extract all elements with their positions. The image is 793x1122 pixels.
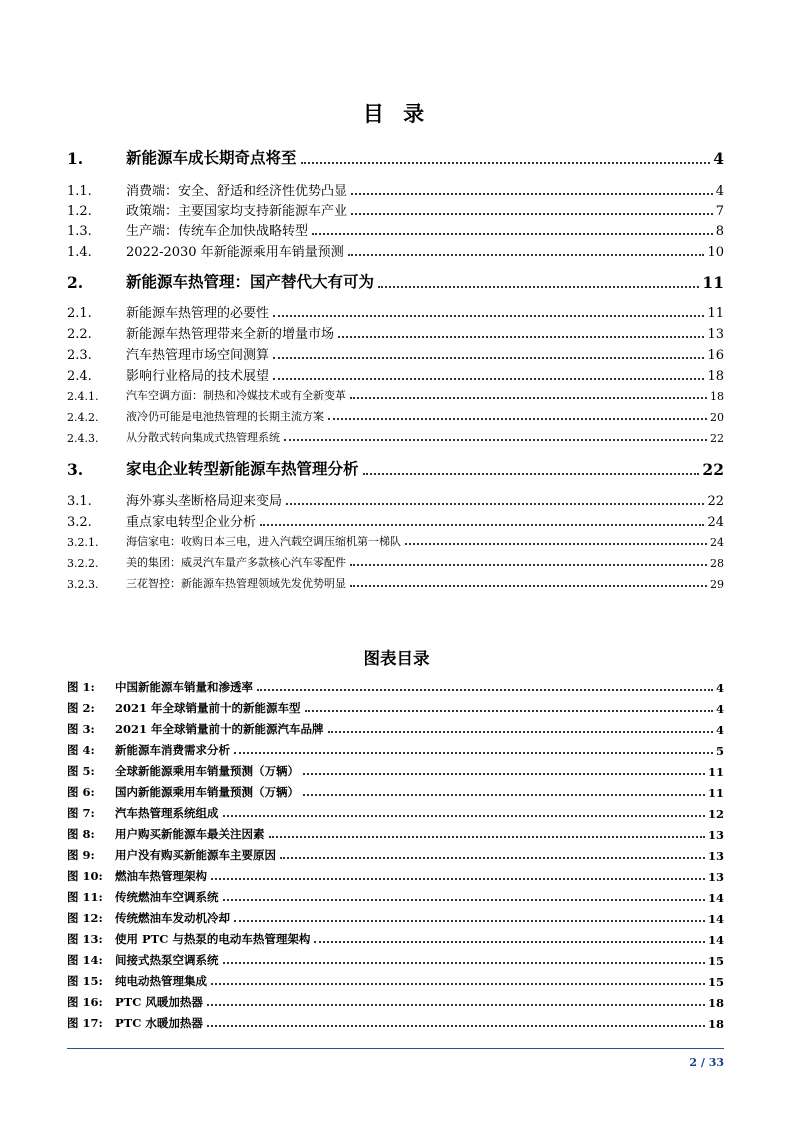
toc-number: 3. bbox=[67, 460, 84, 479]
figure-number: 图 14: bbox=[67, 953, 103, 967]
toc-number: 2.3. bbox=[67, 348, 92, 363]
toc-entry[interactable] bbox=[67, 429, 724, 445]
page-title: 目 录 bbox=[362, 101, 431, 126]
figure-page: 15 bbox=[707, 954, 724, 968]
dot-leader bbox=[348, 253, 705, 256]
dot-leader bbox=[312, 232, 713, 235]
figure-number: 图 2: bbox=[67, 701, 95, 715]
toc-entry[interactable] bbox=[67, 533, 724, 549]
dot-leader bbox=[350, 563, 707, 566]
figure-number: 图 15: bbox=[67, 974, 103, 988]
figure-page: 14 bbox=[707, 891, 724, 905]
figure-entry[interactable] bbox=[67, 952, 724, 968]
toc-label: 新能源车热管理：国产替代大有可为 bbox=[126, 272, 375, 291]
dot-leader bbox=[284, 438, 707, 441]
dot-leader bbox=[211, 877, 705, 880]
toc-label: 消费端：安全、舒适和经济性优势凸显 bbox=[126, 184, 348, 199]
dot-leader bbox=[223, 898, 705, 901]
figure-entry[interactable] bbox=[67, 847, 724, 863]
toc-number: 2. bbox=[67, 273, 84, 292]
dot-leader bbox=[273, 314, 704, 317]
figure-label: 用户没有购买新能源车主要原因 bbox=[115, 848, 276, 862]
figure-page: 14 bbox=[707, 933, 724, 947]
toc-number: 1. bbox=[67, 149, 84, 168]
toc-page: 28 bbox=[710, 557, 724, 570]
figures-title: 图表目录 bbox=[363, 649, 430, 668]
figure-number: 图 9: bbox=[67, 848, 95, 862]
toc-page: 24 bbox=[710, 536, 724, 549]
dot-leader bbox=[286, 502, 704, 505]
figure-entry[interactable] bbox=[67, 868, 724, 884]
figure-entry[interactable] bbox=[67, 973, 724, 989]
figure-label: 传统燃油车空调系统 bbox=[115, 890, 219, 904]
figure-page: 13 bbox=[707, 828, 724, 842]
figure-number: 图 11: bbox=[67, 890, 103, 904]
toc-entry[interactable] bbox=[67, 387, 724, 403]
dot-leader bbox=[328, 417, 707, 420]
figure-number: 图 8: bbox=[67, 827, 95, 841]
toc-number: 3.1. bbox=[67, 494, 92, 509]
figure-number: 图 6: bbox=[67, 785, 95, 799]
dot-leader bbox=[223, 814, 705, 817]
toc-number: 2.1. bbox=[67, 306, 92, 321]
dot-leader bbox=[328, 730, 713, 733]
toc-label: 海外寡头垄断格局迎来变局 bbox=[126, 494, 283, 509]
figure-page: 12 bbox=[707, 807, 724, 821]
figure-entry[interactable] bbox=[67, 721, 724, 737]
toc-label: 生产端：传统车企加快战略转型 bbox=[126, 224, 309, 239]
figure-label: 2021 年全球销量前十的新能源汽车品牌 bbox=[115, 722, 324, 736]
figure-entry[interactable] bbox=[67, 994, 724, 1010]
toc-label: 汽车空调方面：制热和冷媒技术或有全新变革 bbox=[126, 389, 346, 402]
figure-entry[interactable] bbox=[67, 1015, 724, 1031]
toc-page: 16 bbox=[707, 348, 724, 363]
figure-entry[interactable] bbox=[67, 931, 724, 947]
toc-number: 1.2. bbox=[67, 204, 92, 219]
figure-label: 全球新能源乘用车销量预测（万辆） bbox=[115, 764, 299, 778]
toc-number: 3.2.3. bbox=[67, 578, 99, 591]
toc-entry[interactable] bbox=[67, 180, 724, 199]
figure-label: 中国新能源车销量和渗透率 bbox=[115, 680, 253, 694]
toc-label: 从分散式转向集成式热管理系统 bbox=[126, 431, 280, 444]
toc-entry[interactable] bbox=[67, 344, 724, 363]
toc-page: 18 bbox=[710, 390, 724, 403]
toc-page: 8 bbox=[715, 224, 724, 239]
dot-leader bbox=[351, 192, 713, 195]
dot-leader bbox=[303, 772, 705, 775]
figure-number: 图 3: bbox=[67, 722, 95, 736]
page-indicator: 2 / 33 bbox=[689, 1056, 724, 1069]
toc-page: 4 bbox=[713, 149, 724, 168]
toc-label: 政策端：主要国家均支持新能源车产业 bbox=[126, 204, 348, 219]
figure-entry[interactable] bbox=[67, 805, 724, 821]
figure-label: 用户购买新能源车最关注因素 bbox=[115, 827, 265, 841]
toc-page: 22 bbox=[707, 494, 724, 509]
toc-entry[interactable] bbox=[67, 270, 724, 292]
dot-leader bbox=[305, 709, 713, 712]
toc-label: 美的集团：威灵汽车量产多款核心汽车零配件 bbox=[126, 556, 346, 569]
figure-page: 4 bbox=[715, 702, 724, 716]
dot-leader bbox=[260, 523, 704, 526]
toc-number: 2.2. bbox=[67, 327, 92, 342]
figure-entry[interactable] bbox=[67, 784, 724, 800]
dot-leader bbox=[405, 542, 707, 545]
toc-page: 18 bbox=[707, 369, 724, 384]
toc-entry[interactable] bbox=[67, 554, 724, 570]
toc-entry[interactable] bbox=[67, 490, 724, 509]
figure-label: 使用 PTC 与热泵的电动车热管理架构 bbox=[115, 932, 311, 946]
dot-leader bbox=[280, 856, 705, 859]
dot-leader bbox=[301, 161, 711, 164]
dot-leader bbox=[234, 751, 713, 754]
figure-page: 11 bbox=[707, 786, 724, 800]
toc-label: 海信家电：收购日本三电，进入汽载空调压缩机第一梯队 bbox=[126, 535, 401, 548]
toc-number: 3.2. bbox=[67, 515, 92, 530]
dot-leader bbox=[351, 212, 713, 215]
figure-number: 图 17: bbox=[67, 1016, 103, 1030]
toc-entry[interactable] bbox=[67, 511, 724, 530]
dot-leader bbox=[211, 982, 705, 985]
toc-page: 11 bbox=[702, 273, 724, 292]
toc-entry[interactable] bbox=[67, 146, 724, 168]
toc-page: 7 bbox=[715, 204, 724, 219]
figure-page: 18 bbox=[707, 996, 724, 1010]
figure-label: 传统燃油车发动机冷却 bbox=[115, 911, 230, 925]
dot-leader bbox=[207, 1024, 705, 1027]
toc-label: 三花智控：新能源车热管理领域先发优势明显 bbox=[126, 577, 346, 590]
figure-page: 15 bbox=[707, 975, 724, 989]
figure-number: 图 7: bbox=[67, 806, 95, 820]
toc-label: 影响行业格局的技术展望 bbox=[126, 369, 270, 384]
toc-entry[interactable] bbox=[67, 241, 724, 260]
dot-leader bbox=[363, 472, 700, 475]
figure-number: 图 5: bbox=[67, 764, 95, 778]
toc-page: 22 bbox=[710, 432, 724, 445]
dot-leader bbox=[207, 1003, 705, 1006]
figure-number: 图 16: bbox=[67, 995, 103, 1009]
toc-page: 22 bbox=[702, 460, 724, 479]
figure-label: 间接式热泵空调系统 bbox=[115, 953, 219, 967]
toc-number: 2.4.2. bbox=[67, 411, 99, 424]
dot-leader bbox=[338, 335, 704, 338]
figure-page: 13 bbox=[707, 849, 724, 863]
toc-page: 11 bbox=[707, 306, 724, 321]
figure-label: 2021 年全球销量前十的新能源车型 bbox=[115, 701, 301, 715]
figure-label: 纯电动热管理集成 bbox=[115, 974, 207, 988]
toc-label: 家电企业转型新能源车热管理分析 bbox=[126, 459, 359, 478]
toc-entry[interactable] bbox=[67, 365, 724, 384]
figure-page: 11 bbox=[707, 765, 724, 779]
toc-entry[interactable] bbox=[67, 200, 724, 219]
dot-leader bbox=[234, 919, 705, 922]
toc-number: 3.2.1. bbox=[67, 536, 99, 549]
dot-leader bbox=[378, 285, 699, 288]
toc-label: 液冷仍可能是电池热管理的长期主流方案 bbox=[126, 410, 324, 423]
footer-rule bbox=[67, 1048, 724, 1049]
figure-label: PTC 水暖加热器 bbox=[115, 1016, 203, 1030]
toc-entry[interactable] bbox=[67, 575, 724, 591]
toc-entry[interactable] bbox=[67, 457, 724, 479]
toc-entry[interactable] bbox=[67, 220, 724, 239]
figure-entry[interactable] bbox=[67, 763, 724, 779]
figure-number: 图 1: bbox=[67, 680, 95, 694]
figure-number: 图 12: bbox=[67, 911, 103, 925]
toc-number: 3.2.2. bbox=[67, 557, 99, 570]
toc-label: 新能源车成长期奇点将至 bbox=[126, 148, 297, 167]
figure-entry[interactable] bbox=[67, 742, 724, 758]
figure-label: 国内新能源乘用车销量预测（万辆） bbox=[115, 785, 299, 799]
figure-label: 新能源车消费需求分析 bbox=[115, 743, 230, 757]
toc-label: 汽车热管理市场空间测算 bbox=[126, 348, 270, 363]
toc-page: 29 bbox=[710, 578, 724, 591]
figure-label: 汽车热管理系统组成 bbox=[115, 806, 219, 820]
figure-label: PTC 风暖加热器 bbox=[115, 995, 203, 1009]
dot-leader bbox=[350, 584, 707, 587]
figure-entry[interactable] bbox=[67, 700, 724, 716]
toc-entry[interactable] bbox=[67, 408, 724, 424]
toc-number: 1.1. bbox=[67, 184, 92, 199]
figure-page: 13 bbox=[707, 870, 724, 884]
toc-page: 13 bbox=[707, 327, 724, 342]
figure-number: 图 4: bbox=[67, 743, 95, 757]
figure-number: 图 10: bbox=[67, 869, 103, 883]
toc-page: 10 bbox=[707, 245, 724, 260]
toc-label: 新能源车热管理的必要性 bbox=[126, 306, 270, 321]
toc-number: 2.4. bbox=[67, 369, 92, 384]
toc-page: 24 bbox=[707, 515, 724, 530]
toc-number: 2.4.3. bbox=[67, 432, 99, 445]
figure-entry[interactable] bbox=[67, 889, 724, 905]
figure-number: 图 13: bbox=[67, 932, 103, 946]
figure-page: 4 bbox=[715, 723, 724, 737]
figure-page: 4 bbox=[715, 681, 724, 695]
toc-page: 20 bbox=[710, 411, 724, 424]
toc-label: 2022-2030 年新能源乘用车销量预测 bbox=[126, 245, 344, 260]
dot-leader bbox=[350, 396, 707, 399]
figure-entry[interactable] bbox=[67, 826, 724, 842]
dot-leader bbox=[273, 377, 704, 380]
toc-number: 1.4. bbox=[67, 245, 92, 260]
toc-entry[interactable] bbox=[67, 302, 724, 321]
toc-entry[interactable] bbox=[67, 323, 724, 342]
dot-leader bbox=[223, 961, 705, 964]
dot-leader bbox=[303, 793, 705, 796]
dot-leader bbox=[257, 688, 713, 691]
figure-entry[interactable] bbox=[67, 910, 724, 926]
toc-label: 新能源车热管理带来全新的增量市场 bbox=[126, 327, 335, 342]
toc-number: 2.4.1. bbox=[67, 390, 99, 403]
figure-page: 5 bbox=[715, 744, 724, 758]
dot-leader bbox=[314, 940, 705, 943]
dot-leader bbox=[269, 835, 705, 838]
figure-label: 燃油车热管理架构 bbox=[115, 869, 207, 883]
dot-leader bbox=[273, 356, 704, 359]
toc-page: 4 bbox=[715, 184, 724, 199]
toc-number: 1.3. bbox=[67, 224, 92, 239]
figure-entry[interactable] bbox=[67, 679, 724, 695]
toc-label: 重点家电转型企业分析 bbox=[126, 515, 257, 530]
figure-page: 18 bbox=[707, 1017, 724, 1031]
figure-page: 14 bbox=[707, 912, 724, 926]
